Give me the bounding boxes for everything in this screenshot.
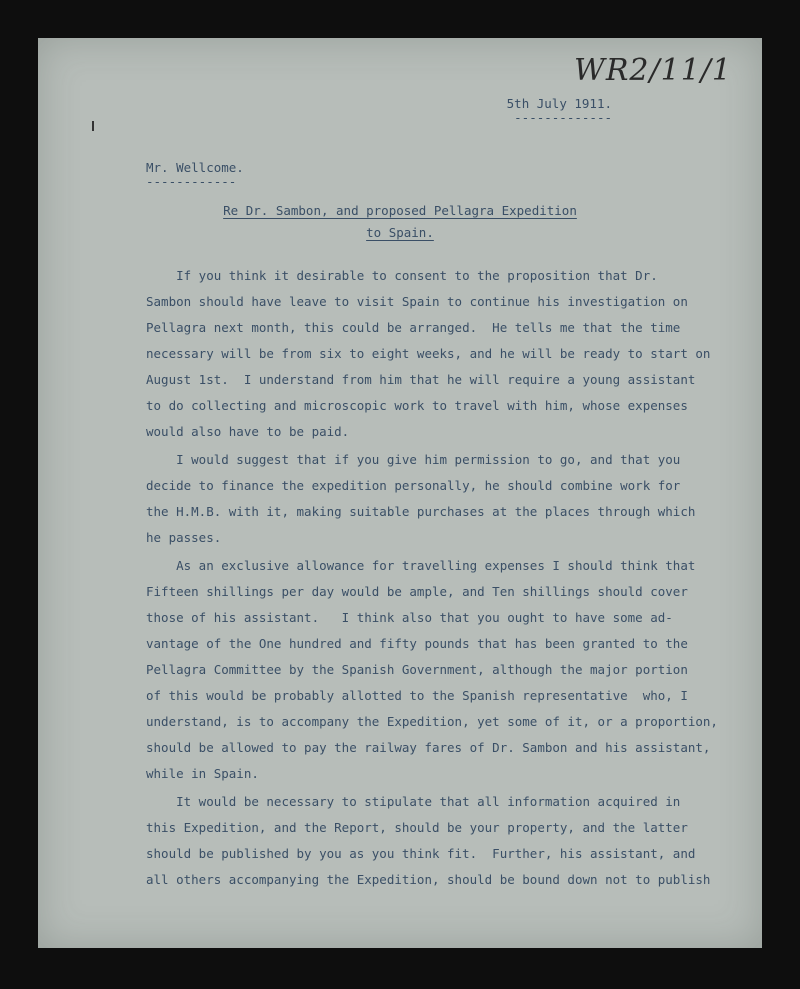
body-line: If you think it desirable to consent to the proposition that Dr. bbox=[146, 268, 658, 283]
body-line: Pellagra Committee by the Spanish Government, although the major portion bbox=[146, 662, 688, 677]
body-line: the H.M.B. with it, making suitable purchases at the places through which bbox=[146, 504, 696, 519]
body-line: should be allowed to pay the railway fares of Dr. Sambon and his assistant, bbox=[146, 740, 711, 755]
body-line: while in Spain. bbox=[146, 766, 259, 781]
body-line: of this would be probably allotted to the Spanish representative who, I bbox=[146, 688, 688, 703]
body-line: vantage of the One hundred and fifty pounds that has been granted to the bbox=[146, 636, 688, 651]
body-line: he passes. bbox=[146, 530, 222, 545]
body-line: Sambon should have leave to visit Spain to continue his investigation on bbox=[146, 294, 688, 309]
archive-reference: WR2/11/1 bbox=[574, 53, 732, 88]
letter-page bbox=[38, 38, 762, 948]
body-line: I would suggest that if you give him permission to go, and that you bbox=[146, 452, 681, 467]
body-line: this Expedition, and the Report, should be your property, and the latter bbox=[146, 820, 688, 835]
body-line: should be published by you as you think fit. Further, his assistant, and bbox=[146, 846, 696, 861]
body-line: Fifteen shillings per day would be ample, and Ten shillings should cover bbox=[146, 584, 688, 599]
body-line: to do collecting and microscopic work to travel with him, whose expenses bbox=[146, 398, 688, 413]
body-line: As an exclusive allowance for travelling expenses I should think that bbox=[146, 558, 696, 573]
body-line: necessary will be from six to eight weeks, and he will be ready to start on bbox=[146, 346, 711, 361]
letter-date: 5th July 1911. bbox=[506, 96, 612, 111]
subject-line-2: to Spain. bbox=[366, 225, 434, 240]
body-line: decide to finance the expedition personally, he should combine work for bbox=[146, 478, 681, 493]
body-line: all others accompanying the Expedition, should be bound down not to publish bbox=[146, 872, 711, 887]
body-line: Pellagra next month, this could be arranged. He tells me that the time bbox=[146, 320, 681, 335]
body-line: understand, is to accompany the Expedition, yet some of it, or a proportion, bbox=[146, 714, 718, 729]
margin-mark bbox=[92, 121, 94, 131]
body-line: those of his assistant. I think also that you ought to have some ad- bbox=[146, 610, 673, 625]
body-line: It would be necessary to stipulate that all information acquired in bbox=[146, 794, 681, 809]
date-underline: ------------- bbox=[514, 110, 612, 125]
body-line: would also have to be paid. bbox=[146, 424, 350, 439]
addressee-underline: ------------ bbox=[146, 174, 237, 189]
body-line: August 1st. I understand from him that he will require a young assistant bbox=[146, 372, 696, 387]
subject-line-1: Re Dr. Sambon, and proposed Pellagra Expedition bbox=[223, 203, 577, 218]
addressee: Mr. Wellcome. bbox=[146, 160, 244, 175]
